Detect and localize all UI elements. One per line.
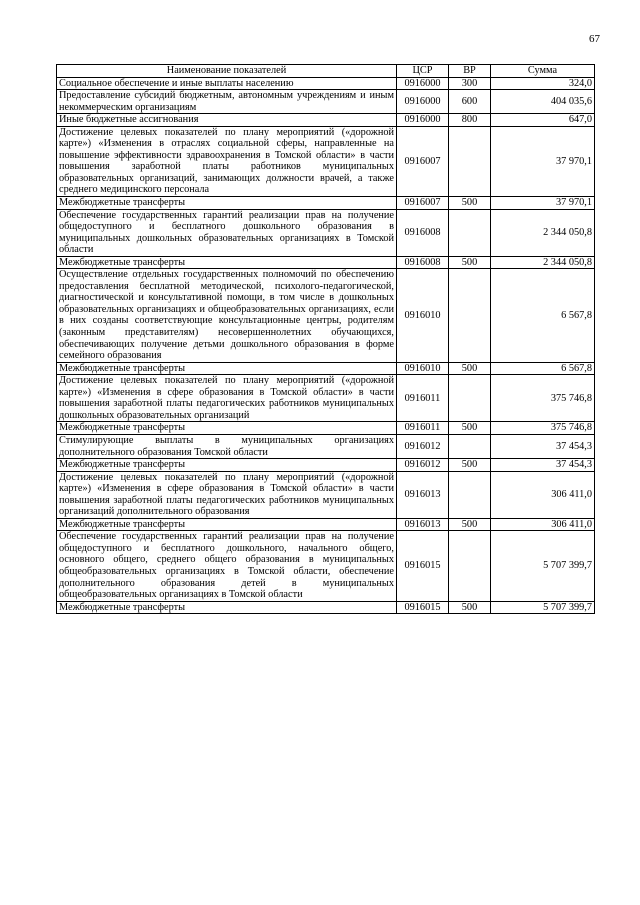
budget-table xyxy=(56,64,595,614)
cell-name: Обеспечение государственных гарантий реализации прав на получение общедоступного и бесплатного дошкольного образования в муниципальных дошкольных образовательных организациях в Томской области xyxy=(57,209,397,256)
cell-name: Межбюджетные трансферты xyxy=(57,601,397,614)
cell-sum: 375 746,8 xyxy=(491,422,595,435)
cell-vr xyxy=(449,471,491,518)
cell-sum: 37 970,1 xyxy=(491,126,595,196)
cell-sum: 306 411,0 xyxy=(491,518,595,531)
cell-sum: 5 707 399,7 xyxy=(491,531,595,601)
table-row xyxy=(57,434,595,458)
cell-csr: 0916007 xyxy=(397,126,449,196)
cell-name: Межбюджетные трансферты xyxy=(57,256,397,269)
cell-csr: 0916011 xyxy=(397,422,449,435)
cell-name: Межбюджетные трансферты xyxy=(57,362,397,375)
table-row xyxy=(57,269,595,362)
table-row xyxy=(57,209,595,256)
cell-vr: 500 xyxy=(449,459,491,472)
table-row xyxy=(57,459,595,472)
cell-vr: 500 xyxy=(449,362,491,375)
cell-name: Предоставление субсидий бюджетным, автономным учреждениям и иным некоммерческим организациям xyxy=(57,90,397,114)
cell-vr: 500 xyxy=(449,197,491,210)
cell-vr xyxy=(449,209,491,256)
cell-vr: 600 xyxy=(449,90,491,114)
cell-name: Достижение целевых показателей по плану мероприятий («дорожной карте») «Изменения в отраслях социальной сферы, направленные на повышение эффективности здравоохранения в Томской области» в части повышения заработной платы работников муниципальных образовательных организаций, занимающих должности врачей, а также среднего медицинского персонала xyxy=(57,126,397,196)
cell-sum: 6 567,8 xyxy=(491,269,595,362)
table-row xyxy=(57,422,595,435)
table-row xyxy=(57,362,595,375)
cell-vr: 500 xyxy=(449,518,491,531)
table-row xyxy=(57,601,595,614)
cell-sum: 647,0 xyxy=(491,114,595,127)
header-vr: ВР xyxy=(449,65,491,78)
cell-sum: 6 567,8 xyxy=(491,362,595,375)
cell-csr: 0916012 xyxy=(397,434,449,458)
header-name: Наименование показателей xyxy=(57,65,397,78)
cell-sum: 375 746,8 xyxy=(491,375,595,422)
table-row xyxy=(57,375,595,422)
cell-vr: 500 xyxy=(449,256,491,269)
cell-sum: 37 970,1 xyxy=(491,197,595,210)
table-row xyxy=(57,90,595,114)
table-header-row xyxy=(57,65,595,78)
table-row xyxy=(57,518,595,531)
cell-name: Достижение целевых показателей по плану мероприятий («дорожной карте») «Изменения в сфере образования в Томской области» в части повышения заработной платы педагогических работников муниципальных организаций дополнительного образования xyxy=(57,471,397,518)
table-row xyxy=(57,197,595,210)
cell-sum: 306 411,0 xyxy=(491,471,595,518)
cell-csr: 0916012 xyxy=(397,459,449,472)
cell-name: Стимулирующие выплаты в муниципальных организациях дополнительного образования Томской области xyxy=(57,434,397,458)
cell-csr: 0916015 xyxy=(397,601,449,614)
cell-name: Межбюджетные трансферты xyxy=(57,422,397,435)
cell-vr xyxy=(449,269,491,362)
page-number: 67 xyxy=(589,33,600,45)
table-body xyxy=(57,77,595,614)
cell-csr: 0916013 xyxy=(397,518,449,531)
cell-csr: 0916000 xyxy=(397,114,449,127)
cell-sum: 2 344 050,8 xyxy=(491,256,595,269)
table-row xyxy=(57,471,595,518)
cell-csr: 0916008 xyxy=(397,209,449,256)
cell-sum: 324,0 xyxy=(491,77,595,90)
cell-sum: 404 035,6 xyxy=(491,90,595,114)
cell-vr: 500 xyxy=(449,422,491,435)
cell-name: Межбюджетные трансферты xyxy=(57,197,397,210)
cell-csr: 0916010 xyxy=(397,269,449,362)
cell-sum: 37 454,3 xyxy=(491,459,595,472)
cell-csr: 0916000 xyxy=(397,90,449,114)
cell-name: Обеспечение государственных гарантий реализации прав на получение общедоступного и бесплатного дошкольного, начального общего, основного общего, среднего общего образования в муниципальных общеобразовательных организациях в Томской области, обеспечение дополнительного образования детей в муниципальных общеобразовательных организациях в Томской области xyxy=(57,531,397,601)
cell-vr xyxy=(449,375,491,422)
cell-vr xyxy=(449,126,491,196)
table-row xyxy=(57,114,595,127)
cell-name: Межбюджетные трансферты xyxy=(57,459,397,472)
cell-csr: 0916008 xyxy=(397,256,449,269)
header-csr: ЦСР xyxy=(397,65,449,78)
cell-csr: 0916000 xyxy=(397,77,449,90)
cell-csr: 0916013 xyxy=(397,471,449,518)
cell-sum: 2 344 050,8 xyxy=(491,209,595,256)
header-sum: Сумма xyxy=(491,65,595,78)
cell-csr: 0916010 xyxy=(397,362,449,375)
cell-csr: 0916011 xyxy=(397,375,449,422)
cell-name: Межбюджетные трансферты xyxy=(57,518,397,531)
cell-sum: 37 454,3 xyxy=(491,434,595,458)
table-row xyxy=(57,531,595,601)
table-row xyxy=(57,126,595,196)
cell-csr: 0916007 xyxy=(397,197,449,210)
cell-vr: 500 xyxy=(449,601,491,614)
cell-name: Иные бюджетные ассигнования xyxy=(57,114,397,127)
cell-vr: 300 xyxy=(449,77,491,90)
table-row xyxy=(57,77,595,90)
cell-sum: 5 707 399,7 xyxy=(491,601,595,614)
table-row xyxy=(57,256,595,269)
cell-vr xyxy=(449,531,491,601)
cell-name: Социальное обеспечение и иные выплаты населению xyxy=(57,77,397,90)
cell-vr xyxy=(449,434,491,458)
cell-vr: 800 xyxy=(449,114,491,127)
cell-name: Достижение целевых показателей по плану мероприятий («дорожной карте») «Изменения в сфере образования в Томской области» в части повышения заработной платы педагогических работников муниципальных дошкольных образовательных организаций xyxy=(57,375,397,422)
cell-name: Осуществление отдельных государственных полномочий по обеспечению предоставления бесплатной методической, психолого-педагогической, диагностической и консультативной помощи, в том числе в дошкольных образовательных организациях и общеобразовательных организациях, если в них созданы соответствующие консультационные центры, родителям (законным представителям) несовершеннолетних обучающихся, обеспечивающих получение детьми дошкольного образования в форме семейного образования xyxy=(57,269,397,362)
cell-csr: 0916015 xyxy=(397,531,449,601)
